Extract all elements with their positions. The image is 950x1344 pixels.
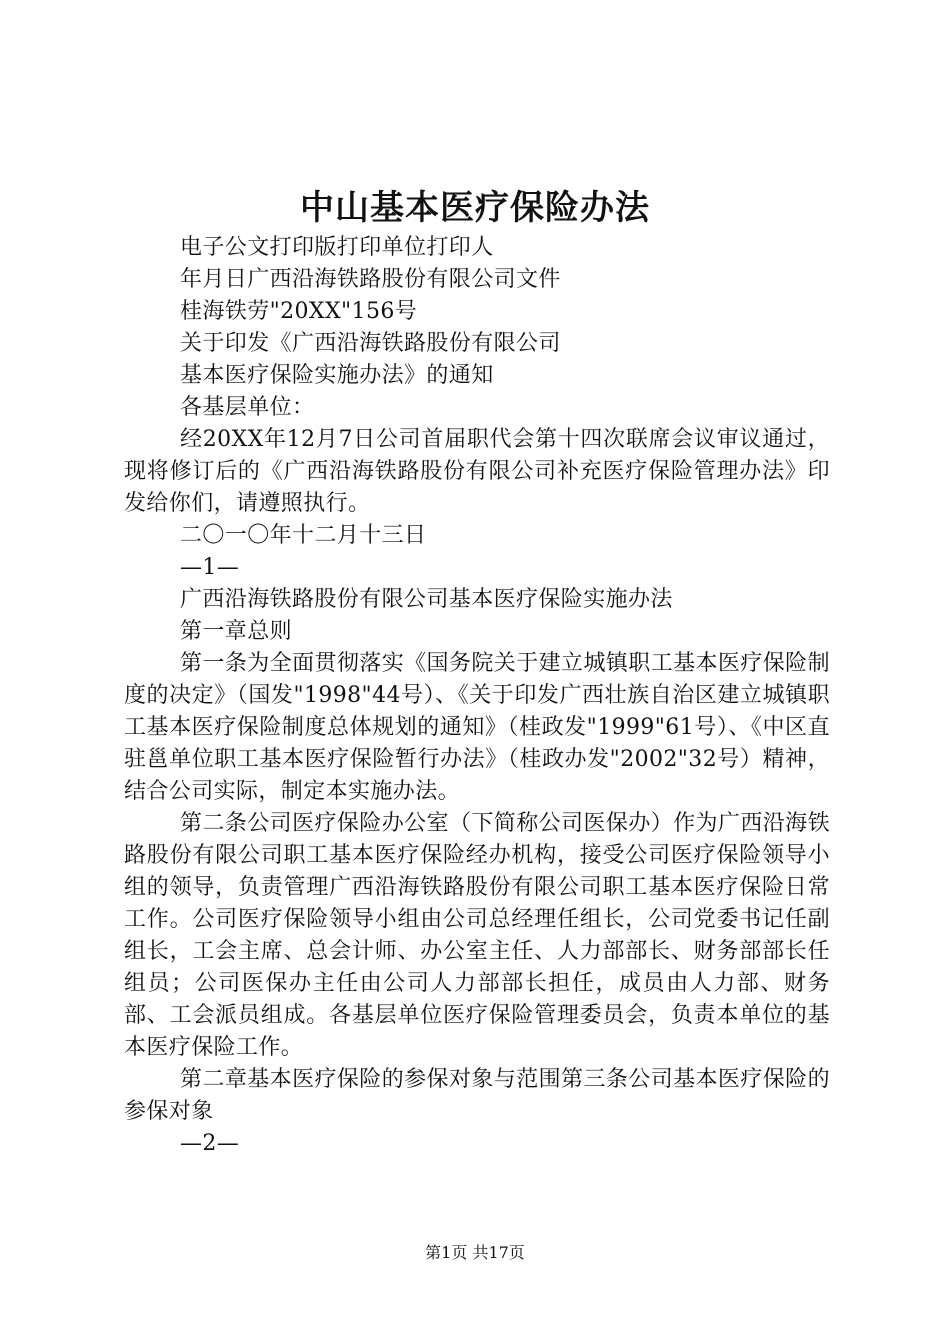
document-number: 桂海铁劳"20XX"156号 <box>180 299 418 324</box>
implementation-title: 广西沿海铁路股份有限公司基本医疗保险实施办法 <box>180 587 673 612</box>
document-body <box>124 232 830 1160</box>
page-mark-1: —1— <box>180 555 240 580</box>
article-1: 第一条为全面贯彻落实《国务院关于建立城镇职工基本医疗保险制度的决定》（国发"1998"44号）、《关于印发广西壮族自治区建立城镇职工基本医疗保险制度总体规划的通知》（桂政发"1999"61号）、《中区直驻邕单位职工基本医疗保险暂行办法》（桂政办发"2002"32号）精神，结合公司实际，制定本实施办法。 <box>124 651 830 804</box>
notice-title-line-1: 关于印发《广西沿海铁路股份有限公司 <box>180 331 561 356</box>
chapter-1-heading: 第一章总则 <box>180 619 293 644</box>
notice-paragraph: 经20XX年12月7日公司首届职代会第十四次联席会议审议通过，现将修订后的《广西沿海铁路股份有限公司补充医疗保险管理办法》印发给你们，请遵照执行。 <box>124 427 830 516</box>
page-mark-2: —2— <box>180 1131 240 1156</box>
print-header-line: 电子公文打印版打印单位打印人 <box>180 235 494 260</box>
chapter-2-heading: 第二章基本医疗保险的参保对象与范围第三条公司基本医疗保险的参保对象 <box>124 1067 830 1124</box>
issuer-line: 年月日广西沿海铁路股份有限公司文件 <box>180 267 561 292</box>
addressee: 各基层单位： <box>180 395 315 420</box>
page-footer: 第1页 共17页 <box>425 1243 525 1262</box>
article-2: 第二条公司医疗保险办公室（下简称公司医保办）作为广西沿海铁路股份有限公司职工基本医疗保险经办机构，接受公司医疗保险领导小组的领导，负责管理广西沿海铁路股份有限公司职工基本医疗保险日常工作。公司医疗保险领导小组由公司总经理任组长，公司党委书记任副组长，工会主席、总会计师、办公室主任、人力部部长、财务部部长任组员；公司医保办主任由公司人力部部长担任，成员由人力部、财务部、工会派员组成。各基层单位医疗保险管理委员会，负责本单位的基本医疗保险工作。 <box>124 811 830 1060</box>
date-line: 二〇一〇年十二月十三日 <box>180 523 427 548</box>
notice-title-line-2: 基本医疗保险实施办法》的通知 <box>180 363 494 388</box>
document-title: 中山基本医疗保险办法 <box>300 188 650 228</box>
